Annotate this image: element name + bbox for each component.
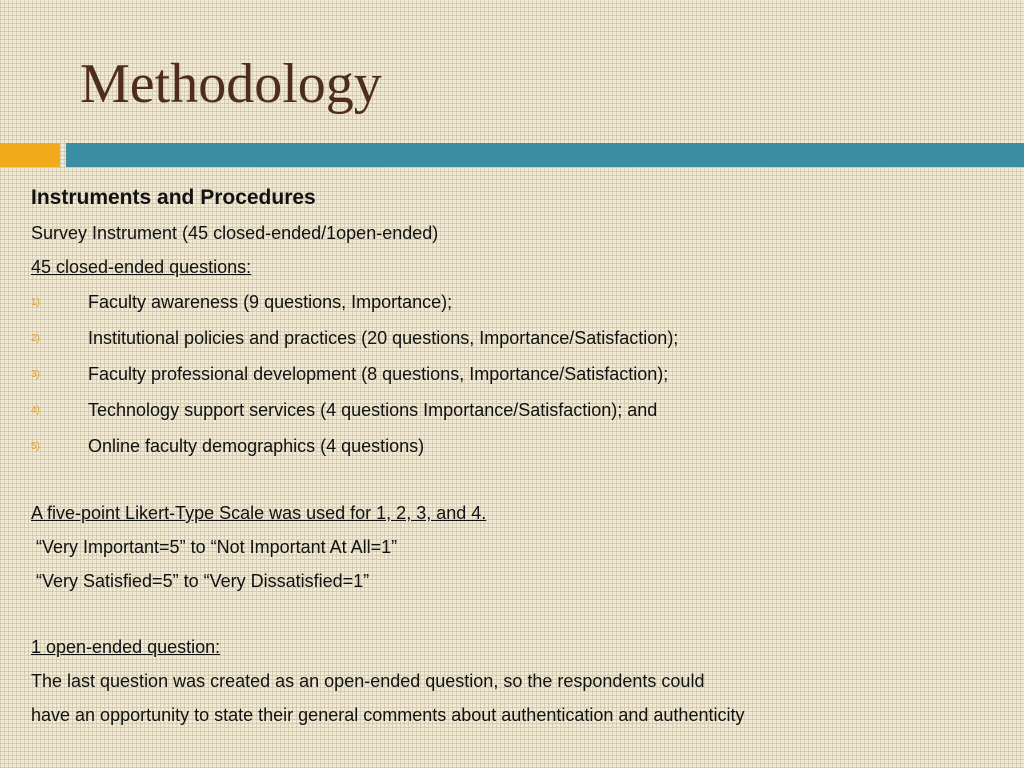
list-item — [31, 428, 1001, 464]
list-text: Faculty awareness (9 questions, Importance); — [88, 292, 453, 312]
list-text: Faculty professional development (8 questions, Importance/Satisfaction); — [88, 364, 669, 384]
open-question-header: 1 open-ended question: — [31, 637, 221, 657]
accent-bar-orange — [0, 143, 60, 167]
open-question-text-line-1: The last question was created as an open-ended question, so the respondents could — [31, 671, 705, 691]
list-number: 2) — [31, 333, 40, 344]
list-text: Online faculty demographics (4 questions) — [88, 436, 425, 456]
spacer — [31, 464, 1001, 496]
list-number: 5) — [31, 441, 40, 452]
list-text: Technology support services (4 questions Importance/Satisfaction); and — [88, 400, 658, 420]
list-item — [31, 356, 1001, 392]
slide-title: Methodology — [80, 53, 382, 115]
open-question-text-line-2: have an opportunity to state their general comments about authentication and authenticity — [31, 705, 745, 725]
list-number: 4) — [31, 405, 40, 416]
slide-body — [31, 180, 1001, 732]
list-number: 1) — [31, 297, 40, 308]
list-item — [31, 392, 1001, 428]
list-item — [31, 284, 1001, 320]
survey-instrument-line: Survey Instrument (45 closed-ended/1open-ended) — [31, 223, 439, 243]
likert-satisfaction-range: “Very Satisfied=5” to “Very Dissatisfied=1” — [36, 571, 370, 591]
accent-bar-teal — [66, 143, 1024, 167]
list-item — [31, 320, 1001, 356]
likert-scale-header: A five-point Likert-Type Scale was used for 1, 2, 3, and 4. — [31, 503, 487, 523]
section-heading: Instruments and Procedures — [31, 186, 316, 209]
likert-importance-range: “Very Important=5” to “Not Important At All=1” — [36, 537, 398, 557]
list-text: Institutional policies and practices (20 questions, Importance/Satisfaction); — [88, 328, 679, 348]
spacer — [31, 598, 1001, 630]
list-number: 3) — [31, 369, 40, 380]
closed-questions-header: 45 closed-ended questions: — [31, 257, 252, 277]
